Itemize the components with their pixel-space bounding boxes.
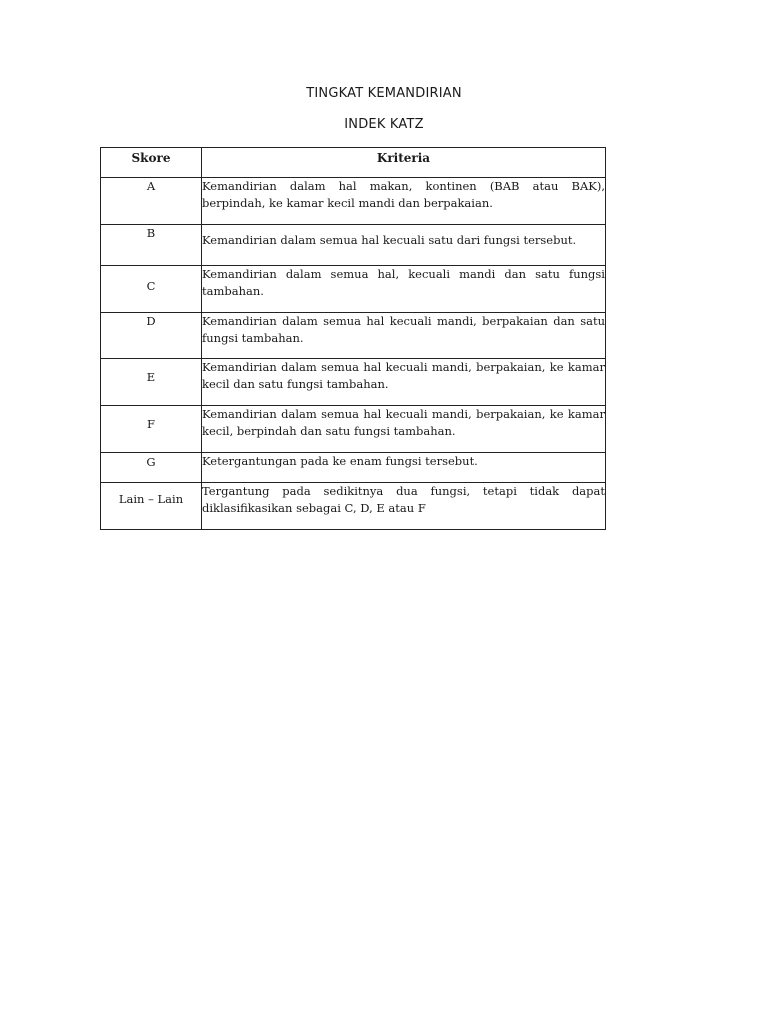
- table-row: [101, 453, 606, 483]
- score-cell: A: [101, 178, 202, 225]
- table-row: [101, 178, 606, 225]
- table-row: [101, 266, 606, 313]
- katz-index-table: [100, 147, 606, 530]
- header-score: Skore: [101, 148, 202, 178]
- table-row: [101, 313, 606, 359]
- score-cell: F: [101, 406, 202, 453]
- table-row: [101, 225, 606, 266]
- criteria-cell: Kemandirian dalam semua hal kecuali mandi, berpakaian dan satu fungsi tambahan.: [202, 313, 606, 359]
- score-cell: D: [101, 313, 202, 359]
- table-row: [101, 483, 606, 530]
- header-criteria: Kriteria: [202, 148, 606, 178]
- criteria-cell: Ketergantungan pada ke enam fungsi tersebut.: [202, 453, 606, 483]
- criteria-cell: Kemandirian dalam semua hal kecuali mandi, berpakaian, ke kamar kecil, berpindah dan satu fungsi tambahan.: [202, 406, 606, 453]
- page-title: TINGKAT KEMANDIRIAN: [306, 86, 462, 101]
- page-subtitle: INDEK KATZ: [344, 117, 424, 132]
- table-header-row: [101, 148, 606, 178]
- criteria-cell: Kemandirian dalam semua hal, kecuali mandi dan satu fungsi tambahan.: [202, 266, 606, 313]
- criteria-cell: Kemandirian dalam hal makan, kontinen (BAB atau BAK), berpindah, ke kamar kecil mandi dan berpakaian.: [202, 178, 606, 225]
- score-cell: B: [101, 225, 202, 266]
- table-row: [101, 359, 606, 406]
- table-row: [101, 406, 606, 453]
- criteria-cell: Kemandirian dalam semua hal kecuali mandi, berpakaian, ke kamar kecil dan satu fungsi tambahan.: [202, 359, 606, 406]
- criteria-cell: Kemandirian dalam semua hal kecuali satu dari fungsi tersebut.: [202, 225, 606, 266]
- criteria-cell: Tergantung pada sedikitnya dua fungsi, tetapi tidak dapat diklasifikasikan sebagai C, D, E atau F: [202, 483, 606, 530]
- score-cell: C: [101, 266, 202, 313]
- score-cell: G: [101, 453, 202, 483]
- score-cell: E: [101, 359, 202, 406]
- score-cell: Lain – Lain: [101, 483, 202, 530]
